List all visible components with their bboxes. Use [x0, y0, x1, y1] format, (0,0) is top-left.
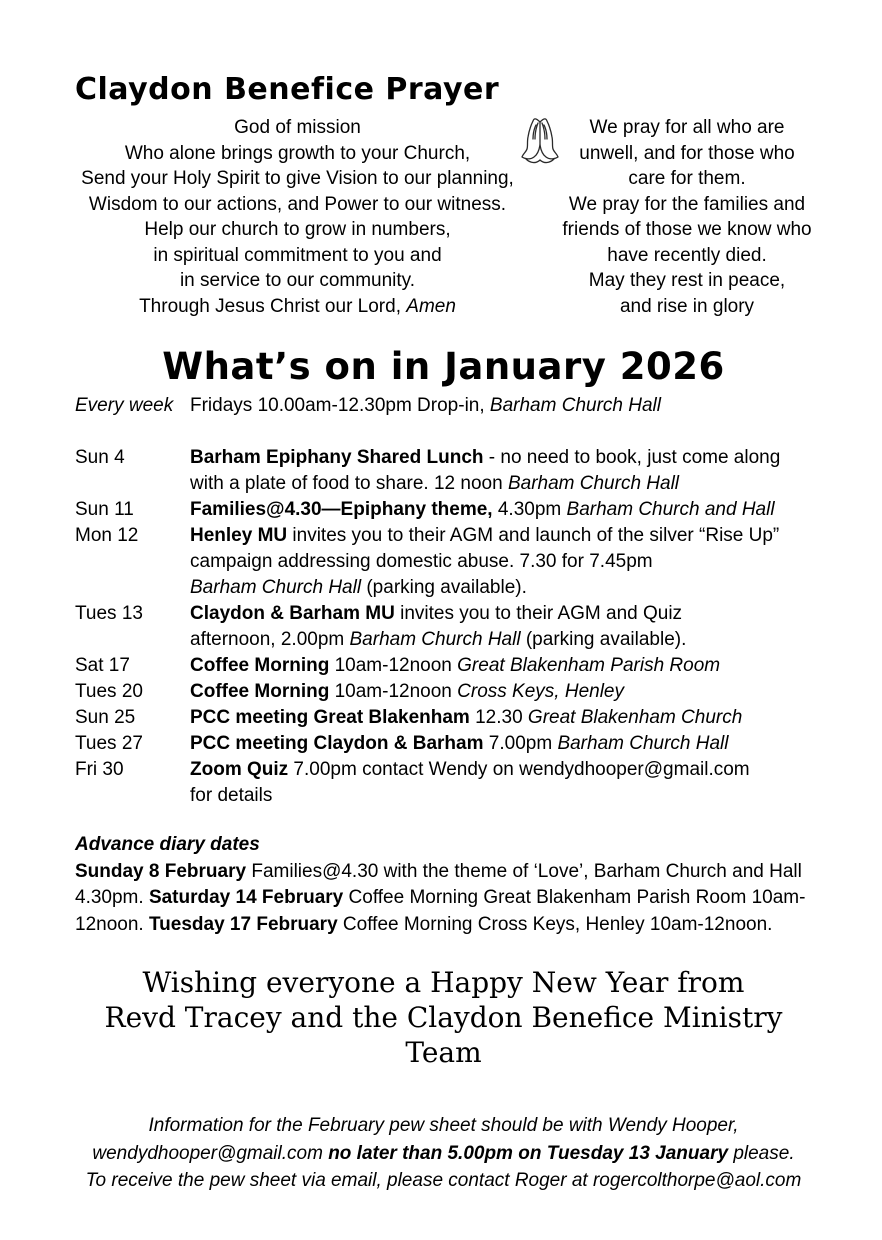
- text-line: To receive the pew sheet via email, please contact Roger at rogercolthorpe@aol.com: [85, 1170, 802, 1191]
- event-description: PCC meeting Claydon & Barham 7.00pm Barham Church Hall: [190, 733, 729, 754]
- event-description: Zoom Quiz 7.00pm contact Wendy on wendydhooper@gmail.com for details: [190, 759, 750, 806]
- text-line: We pray for all who are: [589, 117, 785, 138]
- prayer-text-right: [562, 115, 812, 319]
- event-row: [75, 653, 812, 679]
- whats-on-heading: What’s on in January 2026: [162, 345, 725, 388]
- text-line: in spiritual commitment to you and: [153, 244, 442, 266]
- event-date: Sun 25: [75, 707, 136, 728]
- new-year-message: [75, 965, 812, 1070]
- text-line: Revd Tracey and the Claydon Benefice Ministry Team: [104, 1001, 783, 1069]
- text-line: Information for the February pew sheet should be with Wendy Hooper,: [148, 1115, 739, 1136]
- every-week-row: [75, 393, 812, 419]
- text-line: Help our church to grow in numbers,: [144, 219, 451, 240]
- text-line: in service to our community.: [179, 270, 416, 291]
- event-row: [75, 705, 812, 731]
- prayer-text-left: [75, 115, 520, 319]
- advance-diary-section: [75, 832, 812, 938]
- event-date: Fri 30: [75, 759, 124, 780]
- footer-info: [75, 1112, 812, 1195]
- praying-hands-icon: [520, 115, 562, 172]
- text-line: Wishing everyone a Happy New Year from: [142, 966, 745, 999]
- page-title: Claydon Benefice Prayer: [75, 72, 500, 107]
- event-date: Tues 13: [75, 603, 143, 624]
- event-date: Every week: [75, 395, 174, 416]
- event-description: Henley MU invites you to their AGM and launch of the silver “Rise Up” campaign addressing domestic abuse. 7.30 for 7.45pm Barham Church Hall (parking available).: [190, 525, 780, 598]
- event-description: Barham Epiphany Shared Lunch - no need to book, just come along with a plate of food to share. 12 noon Barham Church Hall: [190, 447, 781, 494]
- event-description: Claydon & Barham MU invites you to their AGM and Quiz afternoon, 2.00pm Barham Church Hall (parking available).: [190, 603, 687, 650]
- event-date: Tues 27: [75, 733, 143, 754]
- event-description: Coffee Morning 10am-12noon Great Blakenham Parish Room: [190, 655, 721, 676]
- event-row: [75, 679, 812, 705]
- advance-diary-heading: Advance diary dates: [75, 834, 260, 855]
- event-row: [75, 731, 812, 757]
- event-row: [75, 523, 812, 601]
- event-row: [75, 601, 812, 653]
- prayer-section: [75, 115, 812, 319]
- events-schedule: [75, 393, 812, 809]
- event-description: Coffee Morning 10am-12noon Cross Keys, Henley: [190, 681, 624, 702]
- text-line: We pray for the families and: [568, 193, 806, 215]
- event-date: Tues 20: [75, 681, 143, 702]
- text-line: Wisdom to our actions, and Power to our witness.: [88, 193, 507, 215]
- text-line: God of mission: [234, 117, 361, 138]
- text-line: and rise in glory: [619, 295, 755, 317]
- event-row: [75, 497, 812, 523]
- advance-diary-text: Sunday 8 February Families@4.30 with the theme of ‘Love’, Barham Church and Hall 4.30pm. Saturday 14 February Coffee Morning Great Blakenham Parish Room 10am-12noon. Tuesday 17 February Coffee Morning Cross Keys, Henley 10am-12noon.: [75, 860, 806, 935]
- event-description: Fridays 10.00am-12.30pm Drop-in, Barham Church Hall: [190, 395, 661, 416]
- event-description: Families@4.30—Epiphany theme, 4.30pm Barham Church and Hall: [190, 499, 775, 520]
- event-date: Mon 12: [75, 525, 139, 546]
- text-line: Through Jesus Christ our Lord, Amen: [139, 295, 456, 317]
- text-line: care for them.: [628, 168, 746, 189]
- event-description: PCC meeting Great Blakenham 12.30 Great Blakenham Church: [190, 707, 743, 728]
- text-line: wendydhooper@gmail.com no later than 5.00pm on Tuesday 13 January please.: [92, 1142, 795, 1164]
- text-line: Send your Holy Spirit to give Vision to our planning,: [81, 168, 514, 189]
- event-date: Sat 17: [75, 655, 130, 676]
- text-line: friends of those we know who: [562, 219, 812, 240]
- event-date: Sun 11: [75, 499, 134, 520]
- event-row: [75, 445, 812, 497]
- text-line: Who alone brings growth to your Church,: [124, 142, 471, 164]
- event-row: [75, 757, 812, 809]
- text-line: unwell, and for those who: [579, 142, 795, 164]
- event-date: Sun 4: [75, 447, 125, 468]
- text-line: have recently died.: [607, 244, 767, 266]
- text-line: May they rest in peace,: [588, 270, 786, 291]
